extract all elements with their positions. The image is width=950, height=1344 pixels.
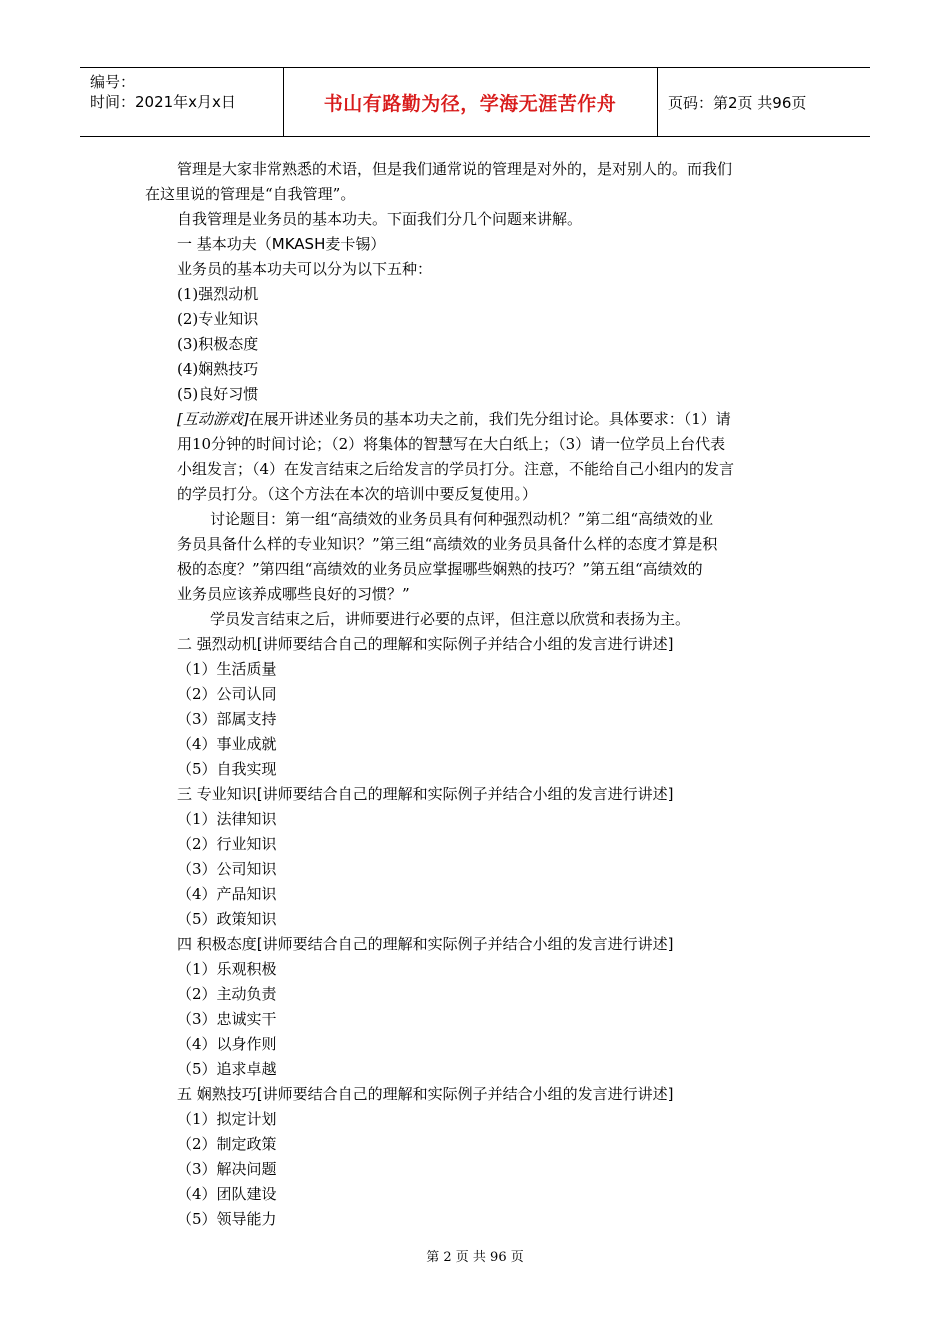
section-heading-1: 一 基本功夫（MKASH麦卡锡） bbox=[177, 235, 386, 253]
game-line: 的学员打分。（这个方法在本次的培训中要反复使用。） bbox=[177, 485, 538, 503]
time-label: 时间：2021年x月x日 bbox=[90, 93, 236, 111]
list-item: （5）领导能力 bbox=[177, 1210, 277, 1228]
topic-line: 讨论题目：第一组“高绩效的业务员具有何种强烈动机？”第二组“高绩效的业 bbox=[210, 510, 714, 528]
paragraph-line: 管理是大家非常熟悉的术语，但是我们通常说的管理是对外的，是对别人的。而我们 bbox=[177, 160, 733, 178]
list-item: (1)强烈动机 bbox=[177, 285, 259, 303]
page-footer: 第 2 页 共 96 页 bbox=[426, 1250, 524, 1265]
summary-line: 学员发言结束之后，讲师要进行必要的点评，但注意以欣赏和表扬为主。 bbox=[210, 610, 691, 628]
number-label: 编号： bbox=[90, 73, 136, 91]
list-item: （1）生活质量 bbox=[177, 660, 277, 678]
list-item: (4)娴熟技巧 bbox=[177, 360, 259, 378]
list-item: （3）解决问题 bbox=[177, 1160, 277, 1178]
list-item: （1）乐观积极 bbox=[177, 960, 277, 978]
list-item: （4）团队建设 bbox=[177, 1185, 277, 1203]
list-item: (5)良好习惯 bbox=[177, 385, 259, 403]
topic-line: 务员具备什么样的专业知识？”第三组“高绩效的业务员具备什么样的态度才算是积 bbox=[177, 535, 718, 553]
section-heading-2: 二 强烈动机[讲师要结合自己的理解和实际例子并结合小组的发言进行讲述] bbox=[177, 635, 674, 653]
list-item: (3)积极态度 bbox=[177, 335, 259, 353]
topic-line: 极的态度？”第四组“高绩效的业务员应掌握哪些娴熟的技巧？”第五组“高绩效的 bbox=[177, 560, 703, 578]
game-line: 小组发言；（4）在发言结束之后给发言的学员打分。注意，不能给自己小组内的发言 bbox=[177, 460, 735, 478]
list-item: （2）制定政策 bbox=[177, 1135, 277, 1153]
list-item: （2）行业知识 bbox=[177, 835, 277, 853]
game-line: [互动游戏]在展开讲述业务员的基本功夫之前，我们先分组讨论。具体要求：（1）请 bbox=[177, 410, 731, 428]
list-item: （3）部属支持 bbox=[177, 710, 277, 728]
list-item: （4）以身作则 bbox=[177, 1035, 277, 1053]
list-item: （5）自我实现 bbox=[177, 760, 277, 778]
list-item: （5）追求卓越 bbox=[177, 1060, 277, 1078]
header-meta bbox=[90, 72, 236, 112]
list-item: （2）公司认同 bbox=[177, 685, 277, 703]
list-item: （5）政策知识 bbox=[177, 910, 277, 928]
paragraph-line: 在这里说的管理是“自我管理”。 bbox=[145, 185, 356, 203]
list-item: (2)专业知识 bbox=[177, 310, 259, 328]
intro-line: 业务员的基本功夫可以分为以下五种： bbox=[177, 260, 433, 278]
header-divider bbox=[657, 68, 658, 136]
game-line: 用10分钟的时间讨论；（2）将集体的智慧写在大白纸上；（3）请一位学员上台代表 bbox=[177, 435, 726, 453]
list-item: （4）事业成就 bbox=[177, 735, 277, 753]
list-item: （4）产品知识 bbox=[177, 885, 277, 903]
page-header bbox=[80, 67, 870, 137]
header-page-label: 页码：第2页 共96页 bbox=[668, 93, 807, 112]
paragraph-line: 自我管理是业务员的基本功夫。下面我们分几个问题来讲解。 bbox=[177, 210, 583, 228]
section-heading-3: 三 专业知识[讲师要结合自己的理解和实际例子并结合小组的发言进行讲述] bbox=[177, 785, 674, 803]
list-item: （3）公司知识 bbox=[177, 860, 277, 878]
document-body bbox=[145, 157, 810, 1232]
topic-line: 业务员应该养成哪些良好的习惯？” bbox=[177, 585, 410, 603]
section-heading-4: 四 积极态度[讲师要结合自己的理解和实际例子并结合小组的发言进行讲述] bbox=[177, 935, 674, 953]
list-item: （2）主动负责 bbox=[177, 985, 277, 1003]
list-item: （1）法律知识 bbox=[177, 810, 277, 828]
section-heading-5: 五 娴熟技巧[讲师要结合自己的理解和实际例子并结合小组的发言进行讲述] bbox=[177, 1085, 674, 1103]
game-tag: [互动游戏] bbox=[177, 410, 249, 428]
list-item: （3）忠诚实干 bbox=[177, 1010, 277, 1028]
list-item: （1）拟定计划 bbox=[177, 1110, 277, 1128]
header-motto: 书山有路勤为径，学海无涯苦作舟 bbox=[323, 92, 617, 115]
